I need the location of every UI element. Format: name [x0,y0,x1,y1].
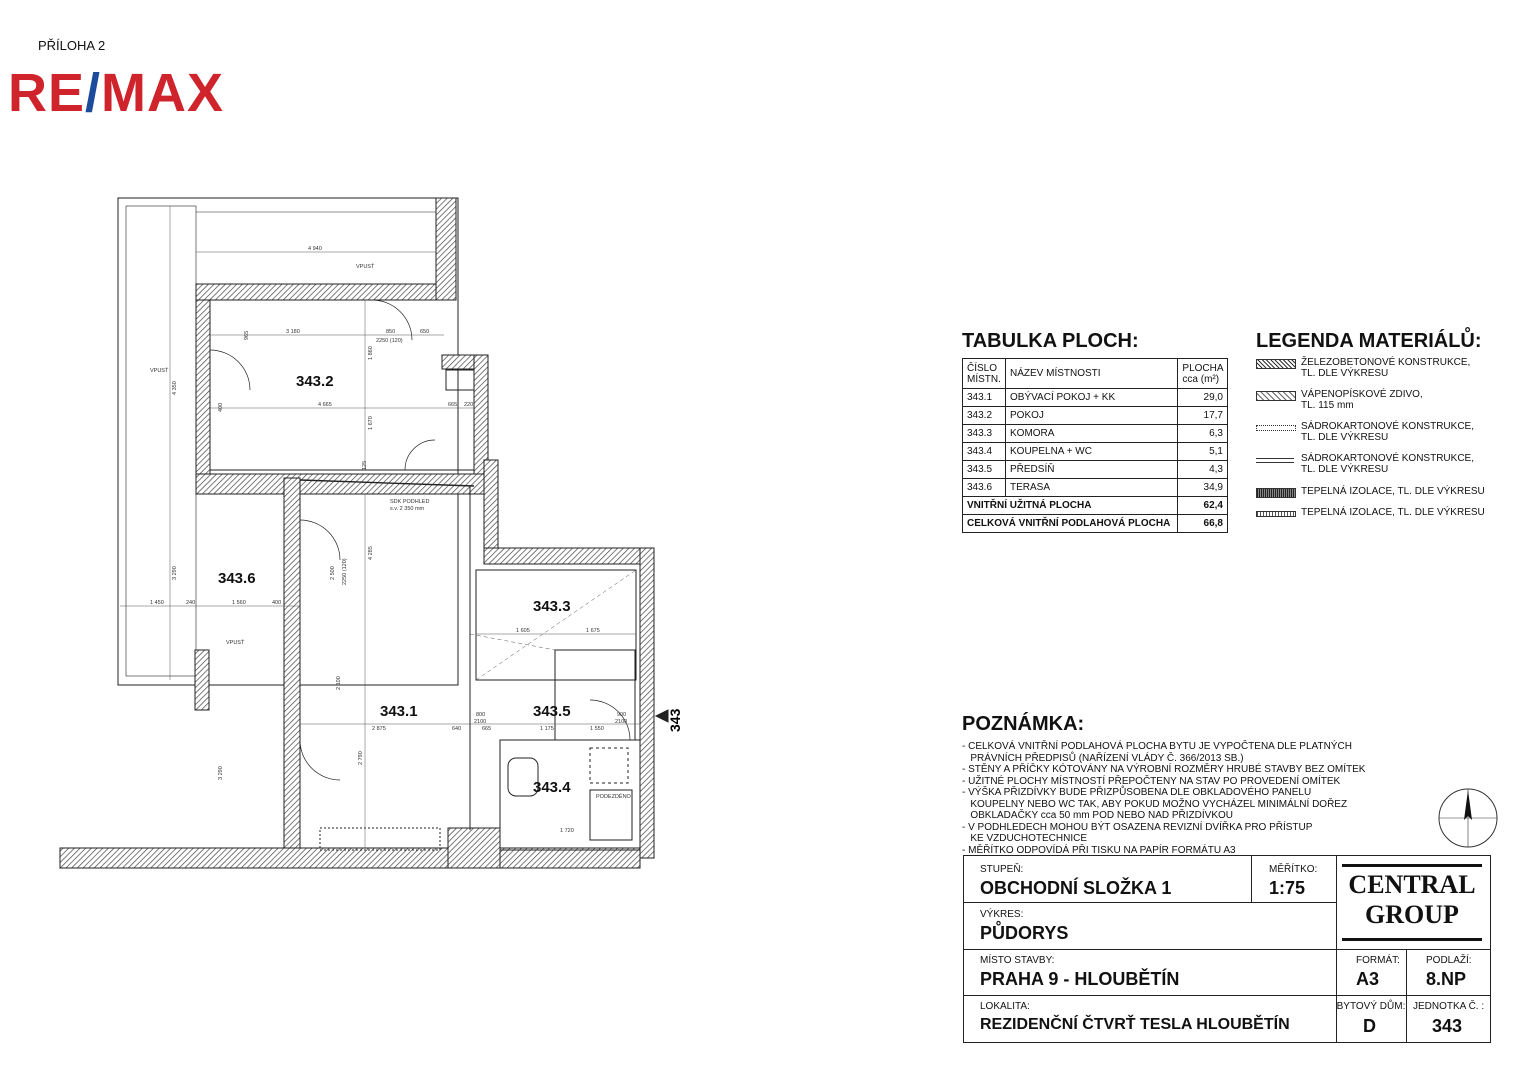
room-label-343-2: 343.2 [296,373,334,390]
insulation-light-swatch [1256,511,1296,517]
dim-label: 4 350 [172,381,178,395]
note-line: - MĚŘÍTKO ODPOVÍDÁ PŘI TISKU NA PAPÍR FORMÁTU A3 [962,844,1236,856]
format-value: A3 [1356,969,1380,989]
attachment-label: PŘÍLOHA 2 [38,38,106,53]
plasterboard-swatch [1256,425,1296,431]
ceiling-label: SDK PODHLED [390,499,430,505]
dim-label: 1 670 [368,416,374,430]
ceiling-height: s.v. 2 350 mm [390,506,425,512]
col-no: ČÍSLO MÍSTN. [963,359,1006,389]
sand-lime-swatch [1256,391,1296,401]
note-line: - CELKOVÁ VNITŘNÍ PODLAHOVÁ PLOCHA BYTU JE VYPOČTENA DLE PLATNÝCH [962,741,1352,752]
stage-label: STUPEŇ: [980,864,1024,875]
col-area: PLOCHA cca (m²) [1178,359,1228,389]
drawing-label: VÝKRES: [980,909,1024,920]
col-name: NÁZEV MÍSTNOSTI [1006,359,1178,389]
dim-label: 2250 (120) [342,558,348,585]
concrete-swatch [1256,359,1296,369]
dim-label: 2 100 [336,676,342,690]
building-label: BYTOVÝ DŮM: [1336,1001,1406,1012]
table-row: 343.6 TERASA 34,9 [963,479,1228,497]
stage-value: OBCHODNÍ SLOŽKA 1 [980,878,1172,898]
note-line: - UŽITNÉ PLOCHY MÍSTNOSTÍ PŘEPOČTENY NA STAV PO PROVEDENÍ OMÍTEK [962,775,1341,787]
unit-marker: 343 [667,708,683,732]
dim-label: 4 285 [368,546,374,560]
table-row: 343.1 OBÝVACÍ POKOJ + KK 29,0 [963,389,1228,407]
note-line: - V PODHLEDECH MOHOU BÝT OSAZENA REVIZNÍ DVÍŘKA PRO PŘÍSTUP [962,821,1313,833]
dim-label: 665 [482,726,492,732]
remax-logo: RE/MAX [8,63,225,123]
area-table [962,358,1228,533]
table-row: 343.5 PŘEDSÍŇ 4,3 [963,461,1228,479]
dim-label: 220 [464,402,474,408]
drain-label: VPUSŤ [150,368,169,374]
dim-label: 1 550 [590,726,604,732]
title-block [963,855,1491,1043]
notes-title: POZNÁMKA: [962,713,1085,735]
scale-value: 1:75 [1269,878,1306,898]
floor-label: PODLAŽÍ: [1426,955,1472,966]
dim-label: 965 [244,330,250,340]
drawing-value: PŮDORYS [980,923,1069,943]
dim-label: 400 [218,402,224,412]
unit-label: JEDNOTKA Č. : [1413,1001,1485,1012]
scale-label: MĚŘÍTKO: [1269,864,1318,875]
dim-label: 3 180 [286,329,300,335]
dim-label: 1 450 [150,600,164,606]
area-table-title: TABULKA PLOCH: [962,330,1139,352]
room-label-343-3: 343.3 [533,598,571,615]
dim-label: 1 605 [516,628,530,634]
dim-label: 640 [452,726,462,732]
dim-label: 400 [272,600,282,606]
dim-label: 2250 (120) [376,338,403,344]
dim-label: 2 500 [330,566,336,580]
locality-value: REZIDENČNÍ ČTVRŤ TESLA HLOUBĚTÍN [980,1016,1290,1033]
sum-row: VNITŘNÍ UŽITNÁ PLOCHA 62,4 [963,497,1228,515]
dim-label: 1 675 [586,628,600,634]
unit-value: 343 [1432,1016,1463,1036]
dim-label: 900 [617,712,627,718]
note-line: - VÝŠKA PŘIZDÍVKY BUDE PŘIZPŮSOBENA DLE OBKLADOVÉHO PANELU [962,787,1312,798]
dim-label: 2 790 [358,751,364,765]
dim-label: 3 290 [172,566,178,580]
table-row: 343.4 KOUPELNA + WC 5,1 [963,443,1228,461]
dim-label: 4 940 [308,246,322,252]
drain-label: VPUSŤ [226,640,245,646]
legend-title: LEGENDA MATERIÁLŮ: [1256,330,1482,352]
dim-label: 240 [186,600,196,606]
place-value: PRAHA 9 - HLOUBĚTÍN [980,969,1180,989]
notes-list [962,741,1382,856]
dim-label: 1 175 [540,726,554,732]
note-line: KE VZDUCHOTECHNICE [962,833,1088,844]
note-line: - STĚNY A PŘÍČKY KÓTOVÁNY NA VÝROBNÍ ROZMĚRY HRUBÉ STAVBY BEZ OMÍTEK [962,764,1366,775]
insulation-dense-swatch [1256,488,1296,498]
dim-label: 850 [386,329,396,335]
note-line: PRÁVNÍCH PŘEDPISŮ (NAŘÍZENÍ VLÁDY Č. 366/2013 SB.) [962,752,1244,764]
place-label: MÍSTO STAVBY: [980,955,1055,966]
table-row: 343.3 KOMORA 6,3 [963,425,1228,443]
note-line: KOUPELNY NEBO WC TAK, ABY POKUD MOŽNO VYCHÁZEL MINIMÁLNÍ DOŘEZ [962,798,1348,810]
dim-label: 1 560 [232,600,246,606]
dim-label: 2100 [474,719,487,725]
sum-row: CELKOVÁ VNITŘNÍ PODLAHOVÁ PLOCHA 66,8 [963,515,1228,533]
room-label-343-5: 343.5 [533,703,571,720]
dim-label: 125 [362,460,368,470]
table-row: 343.2 POKOJ 17,7 [963,407,1228,425]
dim-label: 1 720 [560,828,574,834]
dim-label: 665 [448,402,458,408]
dim-label: 3 290 [218,766,224,780]
north-arrow-icon [1436,786,1500,850]
dim-label: 4 665 [318,402,332,408]
drain-label: VPUSŤ [356,264,375,270]
podezdeno-label: PODEZDĚNO [596,794,631,800]
format-label: FORMÁT: [1356,955,1400,966]
wall [196,284,210,474]
dim-label: 650 [420,329,430,335]
dim-label: 1 860 [368,346,374,360]
room-label-343-6: 343.6 [218,570,256,587]
building-value: D [1363,1016,1376,1036]
room-label-343-4: 343.4 [533,779,571,796]
dim-label: 2100 [615,719,628,725]
note-line: OBKLADAČKY cca 50 mm POD NEBO NAD PŘIZDÍVKOU [962,810,1233,821]
room-label-343-1: 343.1 [380,703,418,720]
locality-label: LOKALITA: [980,1001,1030,1012]
plasterboard-line-swatch [1256,458,1294,463]
floor-value: 8.NP [1426,969,1467,989]
central-group-logo: CENTRAL GROUP [1342,864,1482,944]
dim-label: 2 875 [372,726,386,732]
dim-label: 800 [476,712,486,718]
